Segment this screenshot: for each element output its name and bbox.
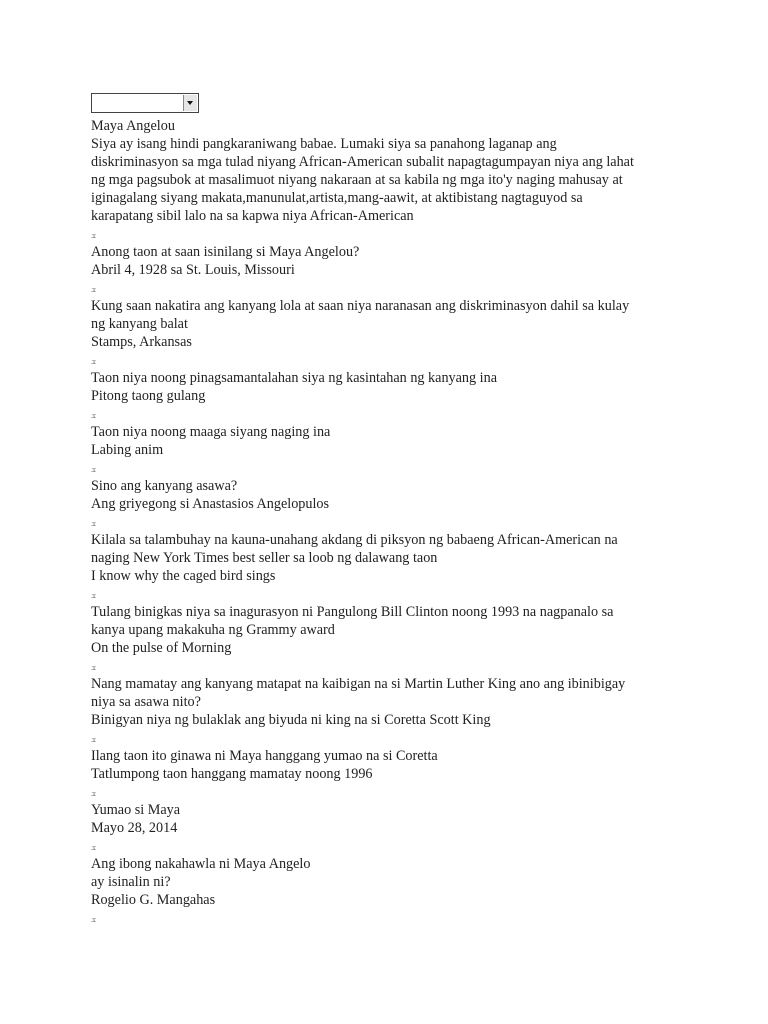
separator-glyph-icon: ܫ [91,411,97,420]
page-select-dropdown[interactable] [91,93,199,113]
qa-item [91,837,691,909]
qa-item [91,459,691,513]
qa-item [91,783,691,837]
document-title: Maya Angelou [91,118,175,134]
answer-text: Abril 4, 1928 sa St. Louis, Missouri [91,262,295,278]
answer-text: Tatlumpong taon hanggang mamatay noong 1996 [91,766,373,782]
answer-text: Labing anim [91,442,164,458]
question-text: niya sa asawa nito? [91,694,201,710]
question-text: Kilala sa talambuhay na kauna-unahang akdang di piksyon ng babaeng African-American na [91,532,618,548]
question-text: Taon niya noong maaga siyang naging ina [91,424,331,440]
question-text: Tulang binigkas niya sa inagurasyon ni Pangulong Bill Clinton noong 1993 na nagpanalo sa [91,604,614,620]
answer-text: Stamps, Arkansas [91,334,192,350]
qa-item [91,405,691,459]
answer-text: On the pulse of Morning [91,640,232,656]
qa-item [91,513,691,585]
question-text: Nang mamatay ang kanyang matapat na kaibigan na si Martin Luther King ano ang ibinibigay [91,676,626,692]
qa-item [91,225,691,279]
chevron-down-icon[interactable] [183,95,197,111]
separator-glyph-icon: ܫ [91,915,97,924]
separator-glyph-icon: ܫ [91,789,97,798]
qa-item [91,585,691,657]
qa-item [91,279,691,351]
question-text: Kung saan nakatira ang kanyang lola at saan niya naranasan ang diskriminasyon dahil sa kulay [91,298,630,314]
answer-text: Mayo 28, 2014 [91,820,178,836]
question-text: Yumao si Maya [91,802,181,818]
answer-text: Pitong taong gulang [91,388,206,404]
intro-paragraph [91,135,691,225]
question-text: Anong taon at saan isinilang si Maya Angelou? [91,244,360,260]
question-text: Taon niya noong pinagsamantalahan siya ng kasintahan ng kanyang ina [91,370,497,386]
separator-glyph-icon: ܫ [91,735,97,744]
separator-glyph-icon: ܫ [91,285,97,294]
separator-glyph-icon: ܫ [91,843,97,852]
separator-glyph-icon: ܫ [91,663,97,672]
answer-text: I know why the caged bird sings [91,568,276,584]
separator-glyph-icon: ܫ [91,465,97,474]
question-text: ng kanyang balat [91,316,188,332]
question-text: Sino ang kanyang asawa? [91,478,238,494]
question-text: kanya upang makakuha ng Grammy award [91,622,335,638]
separator-glyph-icon: ܫ [91,357,97,366]
answer-text: Ang griyegong si Anastasios Angelopulos [91,496,330,512]
qa-item [91,729,691,783]
question-text: ay isinalin ni? [91,874,171,890]
question-text: Ilang taon ito ginawa ni Maya hanggang yumao na si Coretta [91,748,438,764]
intro-line: karapatang sibil lalo na sa kapwa niya African-American [91,208,414,224]
answer-text: Rogelio G. Mangahas [91,892,216,908]
qa-list [91,225,691,927]
qa-item [91,351,691,405]
intro-line: ng mga pagsubok at masalimuot niyang nakaraan at sa kabila ng mga ito'y naging mahusay at [91,172,623,188]
question-text: Ang ibong nakahawla ni Maya Angelo [91,856,311,872]
separator-glyph-icon: ܫ [91,231,97,240]
qa-item [91,657,691,729]
question-text: naging New York Times best seller sa loob ng dalawang taon [91,550,438,566]
intro-line: Siya ay isang hindi pangkaraniwang babae. Lumaki siya sa panahong laganap ang [91,136,557,152]
document-body [91,93,691,927]
intro-line: diskriminasyon sa mga tulad niyang African-American subalit napagtagumpayan niya ang lahat [91,154,634,170]
answer-text: Binigyan niya ng bulaklak ang biyuda ni king na si Coretta Scott King [91,712,491,728]
separator-glyph-icon: ܫ [91,591,97,600]
separator-glyph-icon: ܫ [91,519,97,528]
intro-line: iginagalang siyang makata,manunulat,artista,mang-aawit, at aktibistang nagtaguyod sa [91,190,583,206]
